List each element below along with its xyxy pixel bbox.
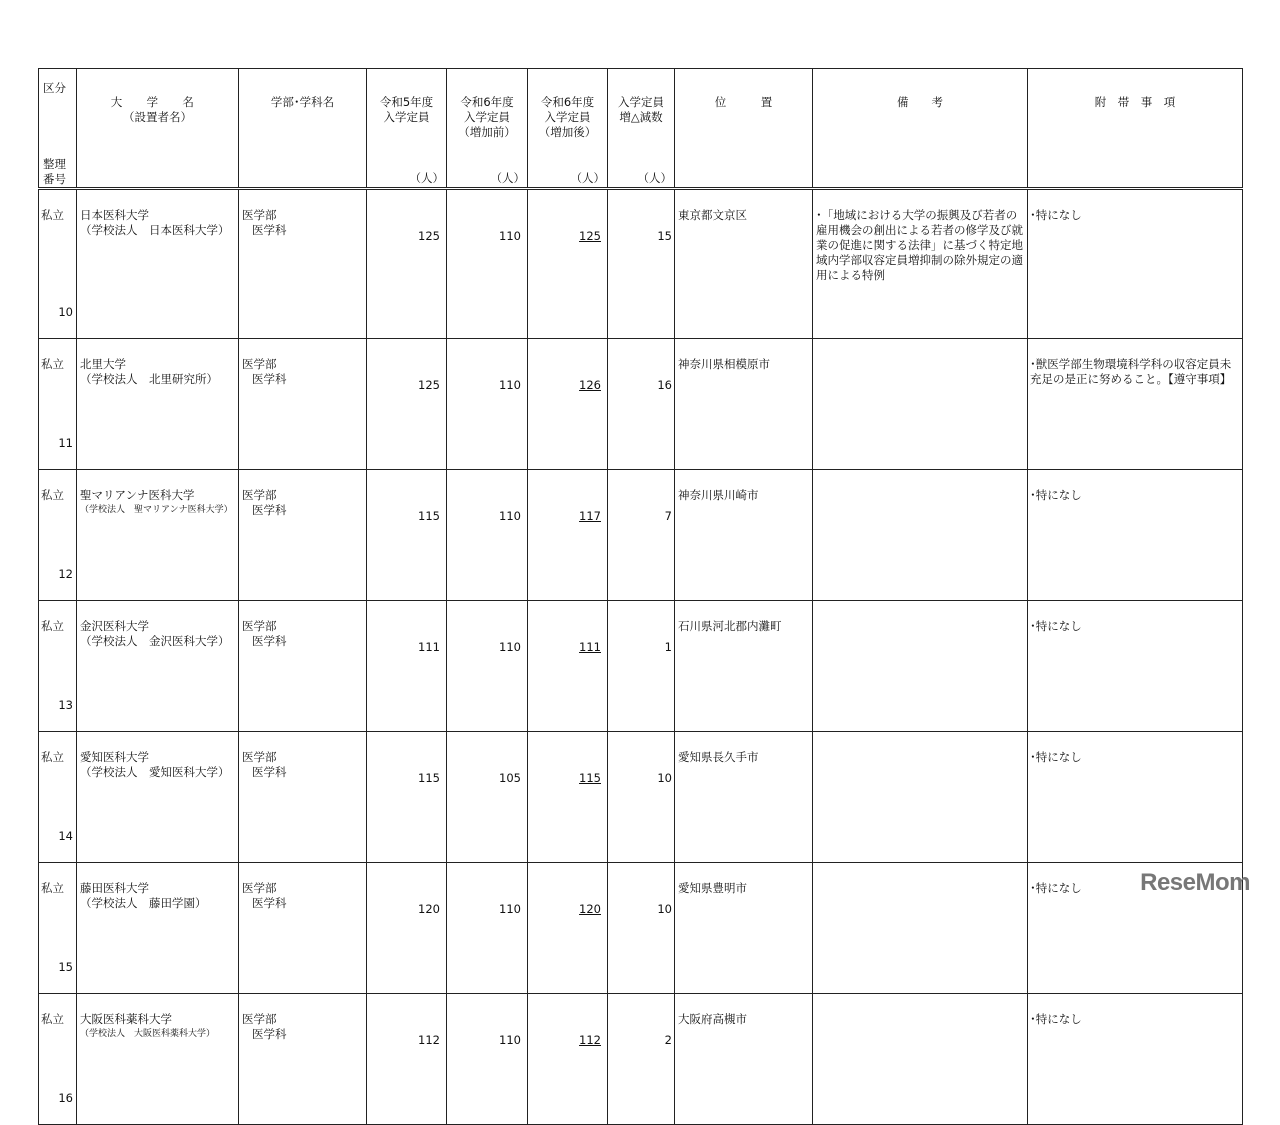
- header-diff: [608, 69, 675, 189]
- faculty-name: 医学部: [242, 208, 277, 222]
- location: 東京都文京区: [678, 208, 747, 222]
- unit-label: （人）: [490, 171, 525, 185]
- cell-r5: [367, 601, 447, 732]
- cell-faculty: [239, 863, 367, 994]
- cell-r6-after: [528, 189, 608, 339]
- university-name: 大阪医科薬科大学: [80, 1012, 172, 1026]
- resemom-logo: [1140, 869, 1250, 897]
- capacity-change: 7: [664, 509, 672, 523]
- header-conditions: [1028, 69, 1243, 189]
- header-diff-l2: 増△減数: [619, 110, 663, 124]
- cell-university: [77, 470, 239, 601]
- header-r6post-l3: （増加後）: [538, 125, 597, 139]
- cell-remarks: [813, 601, 1028, 732]
- header-row: [39, 69, 1243, 189]
- faculty-name: 医学部: [242, 1012, 277, 1026]
- cell-r6-before: [447, 189, 528, 339]
- capacity-change: 15: [657, 229, 672, 243]
- header-location-label: 位 置: [714, 95, 773, 109]
- header-r5: [367, 69, 447, 189]
- header-conditions-label: 附 帯 事 項: [1094, 95, 1176, 109]
- table-row: [39, 732, 1243, 863]
- cell-type: [39, 601, 77, 732]
- header-founder-label: （設置者名）: [123, 110, 192, 124]
- cell-location: [675, 470, 813, 601]
- header-seiri: 整理: [43, 157, 66, 171]
- header-r5-l2: 入学定員: [383, 110, 430, 124]
- header-location: [675, 69, 813, 189]
- university-name: 聖マリアンナ医科大学: [80, 488, 195, 502]
- header-r5-l1: 令和5年度: [379, 95, 434, 109]
- row-number: 15: [58, 960, 73, 974]
- cell-remarks: [813, 994, 1028, 1125]
- cell-r6-after: [528, 339, 608, 470]
- cell-r6-after: [528, 994, 608, 1125]
- cell-r5: [367, 189, 447, 339]
- r6-before-capacity: 110: [499, 229, 521, 243]
- department-name: 医学科: [252, 765, 287, 779]
- cell-type: [39, 189, 77, 339]
- capacity-change: 10: [657, 771, 672, 785]
- header-faculty-label: 学部･学科名: [270, 95, 335, 109]
- unit-label: （人）: [570, 171, 605, 185]
- cell-r6-before: [447, 470, 528, 601]
- r5-capacity: 115: [418, 771, 440, 785]
- r6-before-capacity: 110: [499, 1033, 521, 1047]
- header-remarks-label: 備 考: [897, 95, 943, 109]
- r6-after-capacity: 112: [579, 1033, 601, 1047]
- cell-remarks: [813, 339, 1028, 470]
- cell-conditions: [1028, 470, 1243, 601]
- cell-conditions: [1028, 189, 1243, 339]
- cell-university: [77, 339, 239, 470]
- location: 愛知県豊明市: [678, 881, 747, 895]
- cell-r5: [367, 863, 447, 994]
- location: 神奈川県相模原市: [678, 357, 770, 371]
- cell-conditions: [1028, 994, 1243, 1125]
- university-name: 藤田医科大学: [80, 881, 149, 895]
- conditions: ･獣医学部生物環境科学科の収容定員未充足の是正に努めること。【遵守事項】: [1030, 357, 1232, 386]
- row-number: 14: [58, 829, 73, 843]
- remarks: ･「地域における大学の振興及び若者の雇用機会の創出による若者の修学及び就業の促進に関する法律」に基づく特定地域内学部収容定員増抑制の除外規定の適用による特例: [816, 208, 1023, 282]
- location: 神奈川県川崎市: [678, 488, 759, 502]
- department-name: 医学科: [252, 503, 287, 517]
- admission-capacity-table: [38, 68, 1243, 1125]
- cell-r5: [367, 732, 447, 863]
- capacity-change: 16: [657, 378, 672, 392]
- header-kubun: [39, 69, 77, 189]
- cell-r6-after: [528, 601, 608, 732]
- faculty-name: 医学部: [242, 357, 277, 371]
- row-number: 13: [58, 698, 73, 712]
- table-row: [39, 189, 1243, 339]
- cell-r5: [367, 339, 447, 470]
- r6-before-capacity: 110: [499, 509, 521, 523]
- table-body: [39, 189, 1243, 1125]
- r5-capacity: 111: [418, 640, 440, 654]
- conditions: ･特になし: [1030, 488, 1082, 502]
- cell-diff: [608, 470, 675, 601]
- location: 石川県河北郡内灘町: [678, 619, 782, 633]
- r6-after-capacity: 126: [579, 378, 601, 392]
- conditions: ･特になし: [1030, 208, 1082, 222]
- header-r6pre-l1: 令和6年度: [460, 95, 514, 109]
- founder-name: （学校法人 愛知医科大学）: [80, 765, 230, 779]
- cell-type: [39, 732, 77, 863]
- university-name: 北里大学: [80, 357, 126, 371]
- cell-location: [675, 601, 813, 732]
- cell-type: [39, 994, 77, 1125]
- cell-r5: [367, 470, 447, 601]
- cell-r6-after: [528, 470, 608, 601]
- header-r6-before: [447, 69, 528, 189]
- unit-label: （人）: [637, 171, 672, 185]
- cell-faculty: [239, 189, 367, 339]
- cell-type: [39, 863, 77, 994]
- r5-capacity: 125: [418, 229, 440, 243]
- cell-university: [77, 189, 239, 339]
- r6-before-capacity: 105: [499, 771, 521, 785]
- capacity-change: 1: [664, 640, 672, 654]
- type-label: 私立: [41, 357, 64, 371]
- r6-after-capacity: 115: [579, 771, 601, 785]
- cell-university: [77, 994, 239, 1125]
- header-remarks: [813, 69, 1028, 189]
- cell-type: [39, 339, 77, 470]
- founder-name: （学校法人 聖マリアンナ医科大学）: [80, 505, 233, 515]
- capacity-change: 2: [664, 1033, 672, 1047]
- logo-text: ReseMom: [1140, 869, 1250, 896]
- department-name: 医学科: [252, 634, 287, 648]
- cell-location: [675, 732, 813, 863]
- cell-r6-after: [528, 863, 608, 994]
- capacity-change: 10: [657, 902, 672, 916]
- cell-r6-after: [528, 732, 608, 863]
- type-label: 私立: [41, 208, 64, 222]
- cell-conditions: [1028, 601, 1243, 732]
- cell-faculty: [239, 339, 367, 470]
- cell-university: [77, 732, 239, 863]
- location: 大阪府高槻市: [678, 1012, 747, 1026]
- cell-faculty: [239, 601, 367, 732]
- header-r6pre-l2: 入学定員: [464, 110, 510, 124]
- cell-university: [77, 863, 239, 994]
- conditions: ･特になし: [1030, 750, 1082, 764]
- table-row: [39, 863, 1243, 994]
- founder-name: （学校法人 北里研究所）: [80, 372, 218, 386]
- header-r6post-l1: 令和6年度: [540, 95, 595, 109]
- header-kubun-label: 区分: [43, 81, 66, 95]
- founder-name: （学校法人 大阪医科薬科大学）: [80, 1029, 216, 1039]
- header-r6-after: [528, 69, 608, 189]
- r6-after-capacity: 117: [579, 509, 601, 523]
- header-r6pre-l3: （増加前）: [458, 125, 516, 139]
- r5-capacity: 115: [418, 509, 440, 523]
- cell-remarks: [813, 470, 1028, 601]
- table-row: [39, 470, 1243, 601]
- r6-before-capacity: 110: [499, 640, 521, 654]
- cell-diff: [608, 189, 675, 339]
- cell-diff: [608, 339, 675, 470]
- row-number: 10: [58, 305, 73, 319]
- type-label: 私立: [41, 881, 64, 895]
- header-bango: 番号: [43, 172, 66, 186]
- university-name: 愛知医科大学: [80, 750, 149, 764]
- header-diff-l1: 入学定員: [618, 95, 664, 109]
- r6-after-capacity: 125: [579, 229, 601, 243]
- university-name: 日本医科大学: [80, 208, 149, 222]
- cell-r6-before: [447, 601, 528, 732]
- conditions: ･特になし: [1030, 881, 1082, 895]
- cell-remarks: [813, 189, 1028, 339]
- cell-location: [675, 339, 813, 470]
- founder-name: （学校法人 藤田学園）: [80, 896, 207, 910]
- cell-diff: [608, 601, 675, 732]
- cell-r6-before: [447, 339, 528, 470]
- table-row: [39, 994, 1243, 1125]
- founder-name: （学校法人 金沢医科大学）: [80, 634, 230, 648]
- faculty-name: 医学部: [242, 488, 277, 502]
- cell-location: [675, 863, 813, 994]
- cell-remarks: [813, 863, 1028, 994]
- header-faculty: [239, 69, 367, 189]
- r6-after-capacity: 120: [579, 902, 601, 916]
- r5-capacity: 112: [418, 1033, 440, 1047]
- faculty-name: 医学部: [242, 750, 277, 764]
- faculty-name: 医学部: [242, 619, 277, 633]
- table-row: [39, 339, 1243, 470]
- cell-r6-before: [447, 732, 528, 863]
- cell-diff: [608, 994, 675, 1125]
- university-name: 金沢医科大学: [80, 619, 149, 633]
- r6-before-capacity: 110: [499, 378, 521, 392]
- cell-university: [77, 601, 239, 732]
- conditions: ･特になし: [1030, 1012, 1082, 1026]
- unit-label: （人）: [409, 171, 444, 185]
- type-label: 私立: [41, 619, 64, 633]
- header-university: [77, 69, 239, 189]
- department-name: 医学科: [252, 896, 287, 910]
- r6-before-capacity: 110: [499, 902, 521, 916]
- row-number: 12: [58, 567, 73, 581]
- department-name: 医学科: [252, 372, 287, 386]
- founder-name: （学校法人 日本医科大学）: [80, 223, 230, 237]
- conditions: ･特になし: [1030, 619, 1082, 633]
- r5-capacity: 120: [418, 902, 440, 916]
- type-label: 私立: [41, 750, 64, 764]
- cell-conditions: [1028, 732, 1243, 863]
- header-university-label: 大 学 名: [110, 95, 205, 109]
- cell-remarks: [813, 732, 1028, 863]
- cell-diff: [608, 863, 675, 994]
- location: 愛知県長久手市: [678, 750, 759, 764]
- cell-location: [675, 994, 813, 1125]
- cell-type: [39, 470, 77, 601]
- cell-conditions: [1028, 339, 1243, 470]
- cell-r5: [367, 994, 447, 1125]
- cell-faculty: [239, 470, 367, 601]
- type-label: 私立: [41, 1012, 64, 1026]
- type-label: 私立: [41, 488, 64, 502]
- header-r6post-l2: 入学定員: [544, 110, 591, 124]
- r5-capacity: 125: [418, 378, 440, 392]
- cell-location: [675, 189, 813, 339]
- cell-faculty: [239, 732, 367, 863]
- department-name: 医学科: [252, 1027, 287, 1041]
- row-number: 16: [58, 1091, 73, 1105]
- cell-faculty: [239, 994, 367, 1125]
- header-seiri-bango: [43, 157, 66, 187]
- department-name: 医学科: [252, 223, 287, 237]
- r6-after-capacity: 111: [579, 640, 601, 654]
- cell-r6-before: [447, 994, 528, 1125]
- table-row: [39, 601, 1243, 732]
- cell-diff: [608, 732, 675, 863]
- row-number: 11: [58, 436, 73, 450]
- faculty-name: 医学部: [242, 881, 277, 895]
- cell-r6-before: [447, 863, 528, 994]
